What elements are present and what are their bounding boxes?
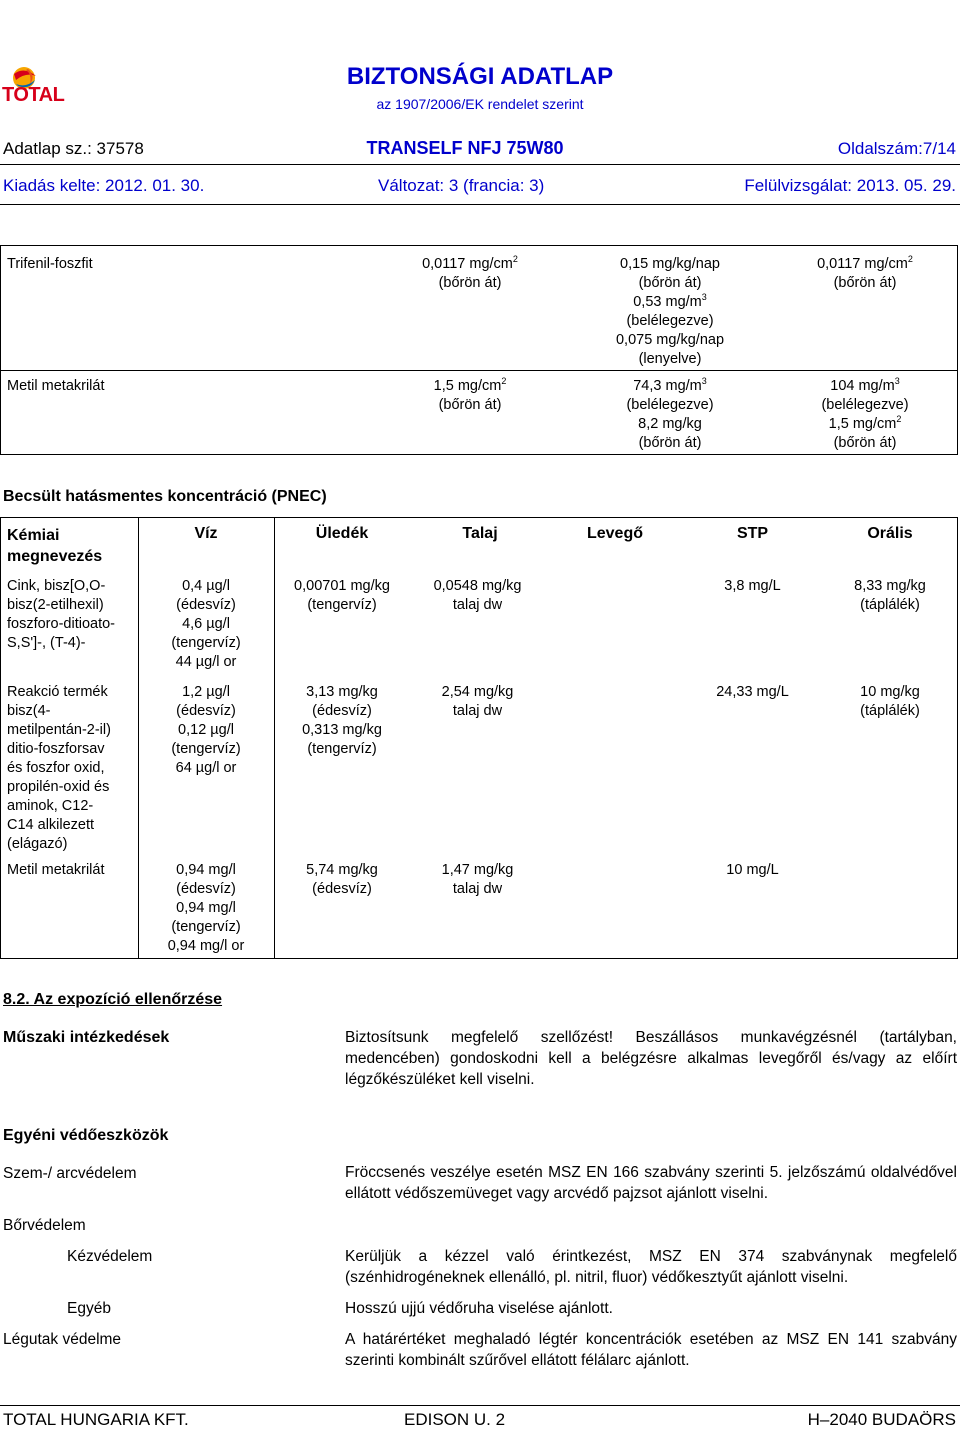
dnel-row-name: Metil metakrilát <box>7 378 105 394</box>
revision-date: Felülvizsgálat: 2013. 05. 29. <box>744 176 956 195</box>
pnec-cell-talaj: 1,47 mg/kg talaj dw <box>441 862 514 897</box>
pnec-cell-talaj: 0,0548 mg/kg talaj dw <box>433 578 522 613</box>
dnel-row-name: Trifenil-foszfit <box>7 256 93 272</box>
footer-street: EDISON U. 2 <box>404 1410 506 1429</box>
ppe-heading: Egyéni védőeszközök <box>3 1127 169 1144</box>
pnec-cell-uledek: 0,00701 mg/kg (tengervíz) <box>294 578 390 613</box>
dnel-table <box>0 245 960 455</box>
eye-protection-text: Fröccsenés veszélye esetén MSZ EN 166 szabvány szerinti 5. jelzőszámú oldalvédővel ellátott védőszemüveget vagy arcvédő pajzsot ajánlott viselni. <box>345 1164 957 1202</box>
pnec-cell-stp: 10 mg/L <box>726 862 779 878</box>
footer-rule <box>0 1405 960 1406</box>
col-header-talaj: Talaj <box>462 525 498 542</box>
pnec-cell-viz: 0,94 mg/l (édesvíz) 0,94 mg/l (tengervíz) 0,94 mg/l or <box>167 862 245 954</box>
dnel-cell: 74,3 $mg/m^3$ (belélegezve) 8,2 mg/kg (bőrön át) <box>626 376 714 451</box>
pnec-cell-viz: 1,2 µg/l (édesvíz) 0,12 µg/l (tengervíz) 64 µg/l or <box>171 684 241 776</box>
pnec-cell-stp: 3,8 mg/L <box>724 578 781 594</box>
hand-protection-text: Kerüljük a kézzel való érintkezést, MSZ EN 374 szabványnak megfelelő (szénhidrogéneknek ellenálló, pl. nitril, fluor) védőkesztyűt ajánlott viselni. <box>345 1248 957 1286</box>
pnec-heading: Becsült hatásmentes koncentráció (PNEC) <box>3 488 327 505</box>
header-rule-2 <box>0 204 960 205</box>
pnec-cell-stp: 24,33 mg/L <box>716 684 789 700</box>
footer-city: H–2040 BUDAÖRS <box>807 1410 956 1429</box>
pnec-row-name: Metil metakrilát <box>7 862 105 878</box>
document-title: BIZTONSÁGI ADATLAP <box>346 63 614 90</box>
eye-protection-label: Szem-/ arcvédelem <box>3 1165 137 1182</box>
logo-text: TOTAL <box>2 84 65 106</box>
col-header-oralis: Orális <box>867 525 913 542</box>
issue-date: Kiadás kelte: 2012. 01. 30. <box>3 176 205 195</box>
dnel-cell: 0,15 mg/kg/nap (bőrön át) 0,53 $mg/m^3$ (belélegezve) 0,075 mg/kg/nap (lenyelve) <box>615 256 725 367</box>
footer-company: TOTAL HUNGARIA KFT. <box>3 1410 189 1429</box>
document-subtitle: az 1907/2006/EK rendelet szerint <box>376 96 584 112</box>
dnel-cell: 1,5 $mg/cm^2$ (bőrön át) <box>433 376 507 413</box>
pnec-cell-oralis: 8,33 mg/kg (táplálék) <box>854 578 926 613</box>
pnec-table <box>0 517 960 959</box>
pnec-row-name: Cink, bisz[O,O- bisz(2-etilhexil) foszforo-ditioato- S,S']-, (T-4)- <box>7 578 115 651</box>
hand-protection-label: Kézvédelem <box>67 1248 153 1265</box>
pnec-row-name: Reakció termék bisz(4- metilpentán-2-il) ditio-foszforsav és foszfor oxid, propilén-oxid és aminok, C12- C14 alkilezett (elágazó) <box>7 684 111 852</box>
pnec-cell-viz: 0,4 µg/l (édesvíz) 4,6 µg/l (tengervíz) 44 µg/l or <box>171 578 241 670</box>
pnec-cell-talaj: 2,54 mg/kg talaj dw <box>441 684 514 719</box>
dnel-cell: 0,0117 $mg/cm^2$ (bőrön át) <box>817 254 913 291</box>
other-protection-text: Hosszú ujjú védőruha viselése ajánlott. <box>345 1300 613 1317</box>
tech-measures-text: Biztosítsunk megfelelő szellőzést! Beszállásos munkavégzésnél (tartályban, medencében) gondoskodni kell a belégzésre alkalmas levegőről és/vagy az előírt légzőkészüléket kell viselni. <box>345 1029 957 1088</box>
col-header-levego: Levegő <box>586 525 643 542</box>
version: Változat: 3 (francia: 3) <box>378 176 545 195</box>
skin-protection-label: Bőrvédelem <box>3 1217 86 1234</box>
header-rule <box>0 164 960 165</box>
pnec-cell-oralis: 10 mg/kg (táplálék) <box>860 684 920 719</box>
respiratory-protection-text: A határértéket meghaladó légtér koncentrációk esetében az MSZ EN 141 szabvány szerinti kombinált szűrővel ellátott félálarc ajánlott. <box>345 1331 957 1369</box>
sheet-number: Adatlap sz.: 37578 <box>3 139 144 158</box>
col-header-stp: STP <box>736 525 769 542</box>
pnec-cell-uledek: 3,13 mg/kg (édesvíz) 0,313 mg/kg (tengervíz) <box>302 684 382 757</box>
col-header-uledek: Üledék <box>315 525 369 542</box>
exposure-heading: 8.2. Az expozíció ellenőrzése <box>3 991 223 1008</box>
other-protection-label: Egyéb <box>67 1300 111 1317</box>
dnel-cell: 0,0117 $mg/cm^2$ (bőrön át) <box>422 254 518 291</box>
product-name: TRANSELF NFJ 75W80 <box>366 138 564 158</box>
col-header-name: Kémiai megnevezés <box>7 527 103 565</box>
tech-measures-label: Műszaki intézkedések <box>3 1029 170 1046</box>
page-number: Oldalszám:7/14 <box>837 139 956 158</box>
pnec-cell-uledek: 5,74 mg/kg (édesvíz) <box>306 862 378 897</box>
dnel-cell: 104 $mg/m^3$ (belélegezve) 1,5 $mg/cm^2$ (bőrön át) <box>821 376 909 451</box>
col-header-viz: Víz <box>194 525 218 542</box>
respiratory-protection-label: Légutak védelme <box>3 1331 122 1348</box>
